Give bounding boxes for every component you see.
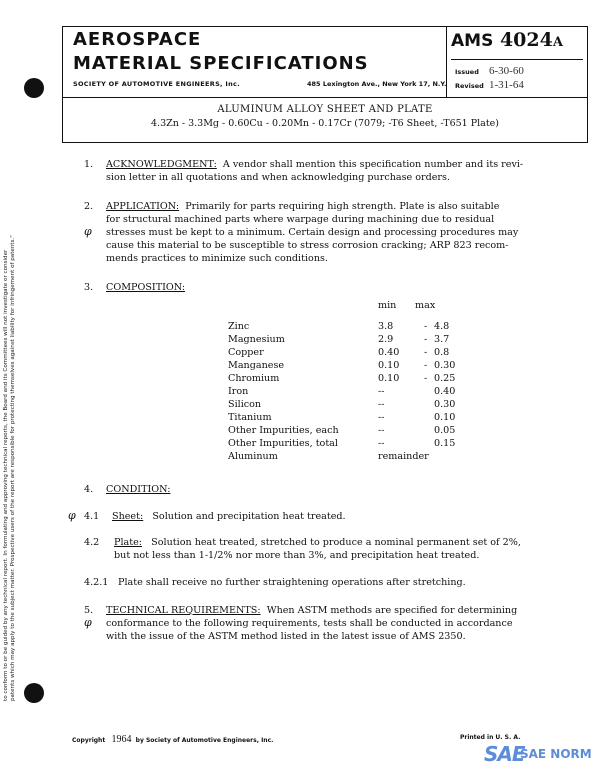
range-dash (424, 398, 434, 411)
header-title-line1: AEROSPACE (73, 29, 202, 50)
element-min: -- (378, 425, 385, 436)
section-2-text-d: cause this material to be susceptible to stress corrosion cracking; ARP 823 recom- (106, 240, 509, 251)
element-min: -- (378, 399, 385, 410)
element-max: 0.8 (434, 347, 450, 358)
ams-revision: A (552, 35, 563, 50)
section-2-text-e: mends practices to minimize such conditions. (106, 253, 328, 264)
section-4-1-text: Solution and precipitation heat treated. (152, 511, 346, 522)
element-max: 0.25 (434, 373, 456, 384)
legal-sidenote (0, 61, 58, 701)
section-4-2-text: Solution heat treated, stretched to produce a nominal permanent set of 2%, (151, 537, 521, 548)
section-5-text-b: conformance to the following requirements, tests shall be conducted in accordance (106, 618, 513, 629)
section-5-heading: TECHNICAL REQUIREMENTS: (106, 605, 261, 616)
range-dash: - (424, 347, 428, 358)
section-2-text-c: stresses must be kept to a minimum. Certain design and processing procedures may (106, 227, 519, 238)
element-name: Silicon (228, 399, 262, 410)
table-row (228, 372, 474, 385)
element-max: 0.10 (434, 412, 456, 423)
range-dash: - (424, 321, 428, 332)
range-dash (424, 437, 434, 450)
sae-logo: SAE (484, 742, 525, 766)
section-4-2-heading: Plate: (114, 537, 143, 548)
section-4-2-text-b: but not less than 1-1/2% nor more than 3%, and precipitation heat treated. (114, 550, 480, 561)
element-min: -- (378, 438, 385, 449)
copyright-holder: by Society of Automotive Engineers, Inc. (135, 737, 274, 744)
society-address: 485 Lexington Ave., New York 17, N.Y. (307, 80, 447, 88)
header-title-area (63, 27, 447, 97)
section-4-number: 4. (84, 484, 94, 495)
sae-norm-watermark-logo (484, 742, 596, 772)
range-dash: - (424, 373, 428, 384)
element-name: Other Impurities, total (228, 438, 338, 449)
header-box (62, 26, 588, 98)
change-mark: φ (84, 616, 92, 629)
range-dash (424, 385, 434, 398)
element-max: 0.05 (434, 425, 456, 436)
spec-title-box (62, 96, 588, 143)
element-name: Other Impurities, each (228, 425, 339, 436)
table-row (228, 333, 474, 346)
table-row (228, 398, 474, 411)
spec-title: ALUMINUM ALLOY SHEET AND PLATE (217, 104, 433, 115)
issued-label: Issued (455, 68, 479, 76)
section-5-text-c: with the issue of the ASTM method listed in the latest issue of AMS 2350. (106, 631, 466, 642)
section-1-text: A vendor shall mention this specification number and its revi- (222, 159, 524, 170)
element-name: Aluminum (228, 451, 278, 462)
element-name: Iron (228, 386, 249, 397)
table-row (228, 450, 474, 463)
issued-date: 6-30-60 (489, 65, 524, 77)
section-4-1-number: 4.1 (84, 511, 100, 522)
revised-label: Revised (455, 82, 484, 90)
element-max: 0.30 (434, 399, 456, 410)
section-2-text-b: for structural machined parts where warpage during machining due to residual (106, 214, 495, 225)
section-4-2 (114, 536, 521, 549)
element-name: Titanium (228, 412, 272, 423)
table-row (228, 424, 474, 437)
dates-block (455, 65, 524, 93)
element-max: 0.30 (434, 360, 456, 371)
table-row (228, 320, 474, 333)
element-max: 0.15 (434, 438, 456, 449)
sae-norm-text: SAE NORM (520, 747, 592, 761)
section-4-1-heading: Sheet: (112, 511, 144, 522)
composition-max-label: max (415, 300, 436, 311)
section-1-number: 1. (84, 159, 94, 170)
section-1-heading: ACKNOWLEDGMENT: (106, 159, 217, 170)
revised-date: 1-31-64 (489, 79, 524, 91)
society-name: SOCIETY OF AUTOMOTIVE ENGINEERS, Inc. (73, 80, 240, 88)
element-max: 4.8 (434, 321, 450, 332)
element-min: 0.10 (378, 360, 400, 371)
table-row (228, 346, 474, 359)
section-5-text: When ASTM methods are specified for determining (266, 605, 518, 616)
composition-min-label: min (378, 300, 397, 311)
section-4-1 (112, 510, 346, 523)
ams-prefix: AMS (451, 31, 494, 51)
range-dash: - (424, 360, 428, 371)
element-max: 0.40 (434, 386, 456, 397)
table-row (228, 385, 474, 398)
element-name: Copper (228, 347, 264, 358)
section-2 (106, 200, 499, 213)
copyright-year: 1964 (111, 734, 132, 745)
range-dash (424, 424, 434, 437)
copyright-line (72, 734, 273, 745)
section-3-number: 3. (84, 282, 94, 293)
ams-number (451, 29, 583, 60)
range-dash: - (424, 334, 428, 345)
section-5-number: 5. (84, 605, 94, 616)
table-row (228, 411, 474, 424)
header-title-line2: MATERIAL SPECIFICATIONS (73, 53, 369, 74)
printed-in: Printed in U. S. A. (460, 734, 521, 741)
copyright-label: Copyright (72, 737, 106, 744)
sidenote-line: patents which may apply to the subject matter. Prospective users of the report are responsible for protecting themselves against liability for infringement of patents." (10, 235, 17, 701)
range-dash (424, 450, 434, 463)
section-1-text-cont: sion letter in all quotations and when acknowledging purchase orders. (106, 172, 450, 183)
element-max: 3.7 (434, 334, 450, 345)
section-2-heading: APPLICATION: (106, 201, 180, 212)
section-2-number: 2. (84, 201, 94, 212)
element-min: 0.10 (378, 373, 400, 384)
spec-subtitle: 4.3Zn - 3.3Mg - 0.60Cu - 0.20Mn - 0.17Cr (7079; -T6 Sheet, -T651 Plate) (151, 118, 499, 129)
ams-digits: 4024 (499, 29, 553, 51)
table-row (228, 437, 474, 450)
composition-table (228, 320, 474, 463)
change-mark: φ (68, 509, 76, 522)
element-min: 0.40 (378, 347, 400, 358)
section-4-2-1-number: 4.2.1 (84, 577, 109, 588)
element-max (434, 450, 474, 463)
section-4-heading: CONDITION: (106, 484, 171, 495)
element-min: remainder (378, 451, 429, 462)
section-5 (106, 604, 517, 617)
range-dash (424, 411, 434, 424)
element-min: 3.8 (378, 321, 394, 332)
element-min: 2.9 (378, 334, 394, 345)
change-mark: φ (84, 225, 92, 238)
sidenote-line: to conform to or be guided by any technical report. In formulating and approving technical reports, the Board and its Committees will not investigate or consider (2, 249, 9, 701)
element-name: Chromium (228, 373, 280, 384)
element-name: Magnesium (228, 334, 285, 345)
section-1 (106, 158, 576, 171)
section-2-text: Primarily for parts requiring high strength. Plate is also suitable (185, 201, 500, 212)
element-min: -- (378, 412, 385, 423)
element-name: Zinc (228, 321, 250, 332)
element-min: -- (378, 386, 385, 397)
section-4-2-1-text: Plate shall receive no further straightening operations after stretching. (118, 577, 466, 588)
section-3-heading: COMPOSITION: (106, 282, 186, 293)
section-4-2-number: 4.2 (84, 537, 100, 548)
table-row (228, 359, 474, 372)
element-name: Manganese (228, 360, 285, 371)
